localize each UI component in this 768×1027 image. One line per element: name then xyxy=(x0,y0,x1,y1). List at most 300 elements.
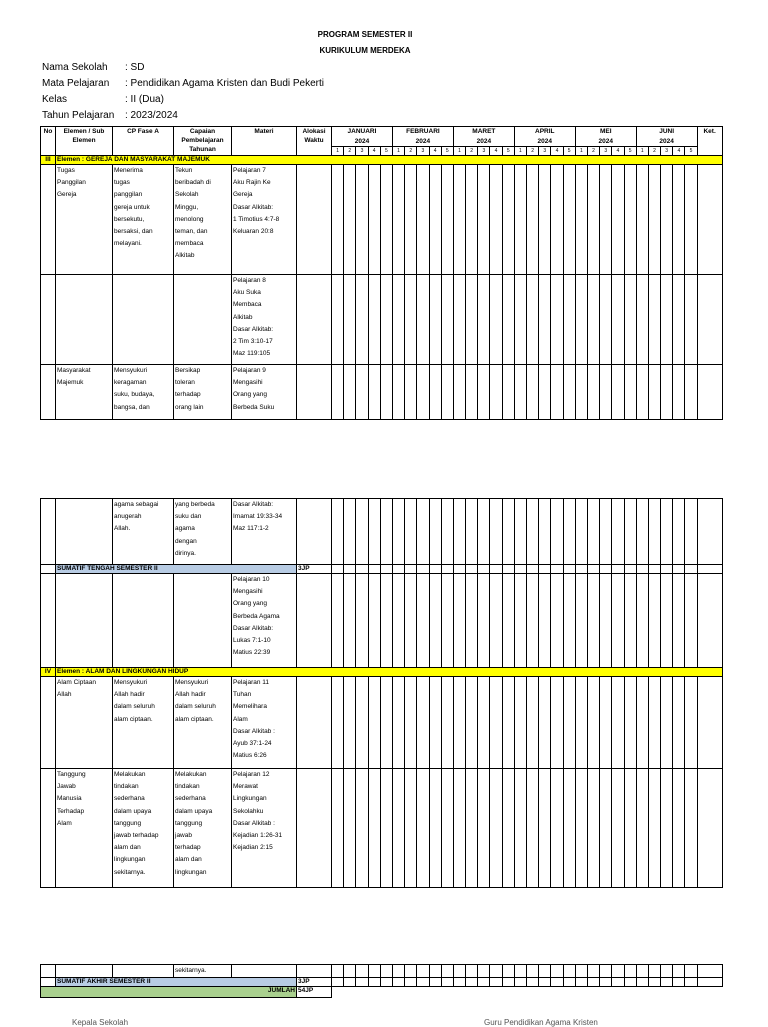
week-cell xyxy=(624,677,636,769)
week-cell xyxy=(648,769,660,888)
week-cell xyxy=(332,769,344,888)
week-cell xyxy=(392,769,404,888)
page-subtitle: KURIKULUM MERDEKA xyxy=(319,46,411,55)
week-cell xyxy=(600,499,612,565)
week-cell xyxy=(429,978,441,987)
week-cell xyxy=(344,769,356,888)
week-cell xyxy=(502,165,514,275)
week-cell xyxy=(490,978,502,987)
week-cell xyxy=(685,965,697,978)
week-cell xyxy=(405,275,417,365)
month-name: JANUARI xyxy=(332,127,393,137)
week-cell xyxy=(405,499,417,565)
week-cell xyxy=(502,769,514,888)
week-cell xyxy=(502,365,514,420)
week-cell xyxy=(332,165,344,275)
table-row xyxy=(41,965,723,978)
week-cell xyxy=(502,565,514,574)
week-cell xyxy=(612,965,624,978)
week-cell xyxy=(478,677,490,769)
elemen-cell xyxy=(56,965,113,978)
week-cell xyxy=(661,677,673,769)
week-cell xyxy=(453,565,465,574)
col-ket: Ket. xyxy=(697,127,722,156)
week-cell xyxy=(441,365,453,420)
week-cell xyxy=(673,365,685,420)
week-cell xyxy=(417,769,429,888)
week-cell xyxy=(661,499,673,565)
week-cell xyxy=(551,965,563,978)
week-cell xyxy=(417,574,429,668)
week-cell xyxy=(636,275,648,365)
section-row xyxy=(41,156,723,165)
week-cell xyxy=(466,677,478,769)
week-cell xyxy=(624,165,636,275)
week-cell xyxy=(612,565,624,574)
week-cell xyxy=(380,574,392,668)
week-number: 2 xyxy=(405,147,417,156)
week-cell xyxy=(587,677,599,769)
week-number: 4 xyxy=(490,147,502,156)
week-cell xyxy=(563,677,575,769)
week-cell xyxy=(478,165,490,275)
week-cell xyxy=(502,677,514,769)
alokasi-cell xyxy=(297,574,332,668)
week-cell xyxy=(539,365,551,420)
week-cell xyxy=(380,965,392,978)
week-cell xyxy=(563,499,575,565)
week-cell xyxy=(648,275,660,365)
week-cell xyxy=(514,565,526,574)
ket-cell xyxy=(697,565,722,574)
signature-right-label: Guru Pendidikan Agama Kristen xyxy=(484,1018,598,1027)
week-cell xyxy=(575,677,587,769)
week-cell xyxy=(514,499,526,565)
week-cell xyxy=(405,769,417,888)
table-row xyxy=(41,165,723,275)
no-cell xyxy=(41,275,56,365)
week-cell xyxy=(636,677,648,769)
week-cell xyxy=(587,978,599,987)
month-year: 2024 xyxy=(636,137,697,147)
week-cell xyxy=(612,769,624,888)
month-name: MARET xyxy=(453,127,514,137)
week-cell xyxy=(368,574,380,668)
info-value: : Pendidikan Agama Kristen dan Budi Pekerti xyxy=(125,78,325,89)
week-cell xyxy=(490,565,502,574)
week-number: 1 xyxy=(636,147,648,156)
week-cell xyxy=(405,965,417,978)
month-year: 2024 xyxy=(392,137,453,147)
week-cell xyxy=(441,565,453,574)
info-value: : SD xyxy=(125,62,145,73)
info-label: Nama Sekolah xyxy=(42,62,108,73)
capaian-cell: Tekun beribadah di Sekolah Minggu, menolong teman, dan membaca Alkitab xyxy=(174,165,232,275)
week-cell xyxy=(563,165,575,275)
week-cell xyxy=(429,365,441,420)
no-cell xyxy=(41,499,56,565)
week-cell xyxy=(441,574,453,668)
week-cell xyxy=(587,574,599,668)
week-cell xyxy=(368,275,380,365)
week-cell xyxy=(344,965,356,978)
week-cell xyxy=(332,565,344,574)
week-cell xyxy=(514,677,526,769)
week-cell xyxy=(478,574,490,668)
week-cell xyxy=(563,565,575,574)
week-number: 5 xyxy=(685,147,697,156)
week-cell xyxy=(539,165,551,275)
no-cell xyxy=(41,365,56,420)
week-cell xyxy=(344,978,356,987)
col-capaian: Capaian Pembelajaran Tahunan xyxy=(174,127,232,156)
week-cell xyxy=(417,499,429,565)
col-materi: Materi xyxy=(232,127,297,156)
week-cell xyxy=(612,365,624,420)
section-row xyxy=(41,668,723,677)
ket-cell xyxy=(697,677,722,769)
week-cell xyxy=(551,365,563,420)
week-cell xyxy=(332,574,344,668)
week-cell xyxy=(356,769,368,888)
program-table-page-1 xyxy=(40,126,723,420)
month-year: 2024 xyxy=(514,137,575,147)
week-cell xyxy=(502,965,514,978)
alokasi-cell xyxy=(297,499,332,565)
week-cell xyxy=(648,574,660,668)
week-cell xyxy=(563,965,575,978)
week-cell xyxy=(575,565,587,574)
week-cell xyxy=(685,769,697,888)
week-cell xyxy=(441,275,453,365)
week-cell xyxy=(356,574,368,668)
week-cell xyxy=(429,965,441,978)
week-cell xyxy=(685,499,697,565)
alokasi-cell xyxy=(297,677,332,769)
week-cell xyxy=(466,165,478,275)
elemen-cell xyxy=(56,275,113,365)
month-name: FEBRUARI xyxy=(392,127,453,137)
week-cell xyxy=(551,565,563,574)
week-cell xyxy=(587,365,599,420)
week-cell xyxy=(344,275,356,365)
week-cell xyxy=(405,574,417,668)
week-cell xyxy=(685,574,697,668)
week-cell xyxy=(368,165,380,275)
week-cell xyxy=(624,965,636,978)
info-label: Kelas xyxy=(42,94,68,105)
week-cell xyxy=(429,677,441,769)
week-number: 1 xyxy=(514,147,526,156)
week-number: 5 xyxy=(624,147,636,156)
week-cell xyxy=(673,677,685,769)
week-cell xyxy=(514,978,526,987)
week-cell xyxy=(514,769,526,888)
cp-cell: Mensyukuri Allah hadir dalam seluruh alam ciptaan. xyxy=(113,677,174,769)
cp-cell: Melakukan tindakan sederhana dalam upaya tanggung jawab terhadap alam dan lingkungan sekitarnya. xyxy=(113,769,174,888)
no-cell xyxy=(41,965,56,978)
materi-cell: Pelajaran 12 Merawat Lingkungan Sekolahku Dasar Alkitab : Kejadian 1:26-31 Kejadian 2:15 xyxy=(232,769,297,888)
week-cell xyxy=(551,499,563,565)
week-cell xyxy=(453,978,465,987)
table-row xyxy=(41,499,723,565)
week-cell xyxy=(539,275,551,365)
week-cell xyxy=(405,978,417,987)
week-number: 1 xyxy=(332,147,344,156)
week-cell xyxy=(368,365,380,420)
week-cell xyxy=(612,165,624,275)
week-cell xyxy=(661,978,673,987)
ket-cell xyxy=(697,275,722,365)
week-cell xyxy=(527,769,539,888)
info-label: Tahun Pelajaran xyxy=(42,110,115,121)
ket-cell xyxy=(697,365,722,420)
materi-cell: Pelajaran 9 Mengasihi Orang yang Berbeda Suku xyxy=(232,365,297,420)
week-number: 1 xyxy=(453,147,465,156)
week-cell xyxy=(490,275,502,365)
week-cell xyxy=(490,769,502,888)
week-cell xyxy=(356,978,368,987)
col-elemen: Elemen / Sub Elemen xyxy=(56,127,113,156)
info-line xyxy=(42,94,164,105)
cp-cell xyxy=(113,574,174,668)
week-cell xyxy=(466,499,478,565)
week-cell xyxy=(563,365,575,420)
week-cell xyxy=(539,769,551,888)
week-cell xyxy=(332,978,344,987)
week-cell xyxy=(478,769,490,888)
week-cell xyxy=(563,275,575,365)
week-cell xyxy=(636,769,648,888)
ket-cell xyxy=(697,978,722,987)
sumatif-row xyxy=(41,978,723,987)
alokasi-cell xyxy=(297,365,332,420)
week-cell xyxy=(563,769,575,888)
cp-cell xyxy=(113,275,174,365)
week-cell xyxy=(502,978,514,987)
week-cell xyxy=(514,365,526,420)
week-cell xyxy=(344,365,356,420)
signature-left-label: Kepala Sekolah xyxy=(72,1018,129,1027)
week-cell xyxy=(356,677,368,769)
week-cell xyxy=(466,978,478,987)
week-cell xyxy=(429,574,441,668)
week-cell xyxy=(392,565,404,574)
week-number: 1 xyxy=(392,147,404,156)
week-cell xyxy=(527,365,539,420)
week-cell xyxy=(673,769,685,888)
week-cell xyxy=(612,978,624,987)
month-year: 2024 xyxy=(575,137,636,147)
week-cell xyxy=(612,677,624,769)
week-cell xyxy=(392,165,404,275)
week-cell xyxy=(344,574,356,668)
week-cell xyxy=(478,978,490,987)
week-cell xyxy=(392,978,404,987)
week-cell xyxy=(392,365,404,420)
week-cell xyxy=(648,165,660,275)
week-cell xyxy=(527,275,539,365)
week-cell xyxy=(685,978,697,987)
week-cell xyxy=(478,965,490,978)
week-cell xyxy=(344,565,356,574)
week-number: 4 xyxy=(429,147,441,156)
week-cell xyxy=(551,769,563,888)
week-cell xyxy=(453,769,465,888)
week-cell xyxy=(661,165,673,275)
week-cell xyxy=(453,275,465,365)
cp-cell: Menerima tugas panggilan gereja untuk bersekutu, bersaksi, dan melayani. xyxy=(113,165,174,275)
program-table-page-2 xyxy=(40,498,723,888)
week-cell xyxy=(502,499,514,565)
table-row xyxy=(41,365,723,420)
week-number: 5 xyxy=(441,147,453,156)
week-number: 2 xyxy=(587,147,599,156)
week-cell xyxy=(575,275,587,365)
week-cell xyxy=(453,499,465,565)
week-cell xyxy=(575,499,587,565)
week-cell xyxy=(441,965,453,978)
section-no: III xyxy=(41,156,56,165)
week-cell xyxy=(392,275,404,365)
week-cell xyxy=(380,677,392,769)
week-number: 3 xyxy=(417,147,429,156)
week-cell xyxy=(466,965,478,978)
week-cell xyxy=(417,677,429,769)
week-cell xyxy=(356,965,368,978)
week-cell xyxy=(527,165,539,275)
week-cell xyxy=(429,769,441,888)
week-cell xyxy=(527,499,539,565)
week-cell xyxy=(441,769,453,888)
week-cell xyxy=(514,965,526,978)
week-cell xyxy=(478,275,490,365)
week-cell xyxy=(673,499,685,565)
week-cell xyxy=(575,978,587,987)
alokasi-cell xyxy=(297,165,332,275)
sumatif-row xyxy=(41,565,723,574)
week-cell xyxy=(332,275,344,365)
program-table-page-3 xyxy=(40,964,723,998)
week-cell xyxy=(587,499,599,565)
elemen-cell: Masyarakat Majemuk xyxy=(56,365,113,420)
week-cell xyxy=(539,978,551,987)
week-cell xyxy=(453,165,465,275)
week-cell xyxy=(636,165,648,275)
sumatif-jp: 3JP xyxy=(297,978,332,987)
week-cell xyxy=(344,499,356,565)
week-cell xyxy=(636,565,648,574)
week-cell xyxy=(478,499,490,565)
month-name: MEI xyxy=(575,127,636,137)
week-cell xyxy=(368,677,380,769)
capaian-cell: Bersikap toleran terhadap orang lain xyxy=(174,365,232,420)
table-row xyxy=(41,677,723,769)
month-name: JUNI xyxy=(636,127,697,137)
week-cell xyxy=(453,365,465,420)
ket-cell xyxy=(697,499,722,565)
info-value: : II (Dua) xyxy=(125,94,164,105)
week-cell xyxy=(368,769,380,888)
week-cell xyxy=(429,565,441,574)
alokasi-cell xyxy=(297,965,332,978)
week-cell xyxy=(490,365,502,420)
week-cell xyxy=(636,965,648,978)
week-cell xyxy=(636,574,648,668)
week-cell xyxy=(392,499,404,565)
week-cell xyxy=(661,275,673,365)
week-cell xyxy=(478,365,490,420)
week-cell xyxy=(648,565,660,574)
capaian-cell xyxy=(174,574,232,668)
elemen-cell: Tanggung Jawab Manusia Terhadap Alam xyxy=(56,769,113,888)
week-number: 5 xyxy=(502,147,514,156)
elemen-cell xyxy=(56,574,113,668)
week-number: 2 xyxy=(527,147,539,156)
week-cell xyxy=(587,165,599,275)
week-cell xyxy=(563,574,575,668)
week-cell xyxy=(551,978,563,987)
sumatif-label: SUMATIF TENGAH SEMESTER II xyxy=(56,565,297,574)
week-cell xyxy=(539,574,551,668)
capaian-cell: Mensyukuri Allah hadir dalam seluruh alam ciptaan. xyxy=(174,677,232,769)
week-cell xyxy=(636,978,648,987)
week-cell xyxy=(514,275,526,365)
week-cell xyxy=(575,769,587,888)
week-number: 1 xyxy=(575,147,587,156)
week-cell xyxy=(392,677,404,769)
week-number: 4 xyxy=(368,147,380,156)
week-cell xyxy=(612,499,624,565)
week-cell xyxy=(392,965,404,978)
ket-cell xyxy=(697,965,722,978)
week-cell xyxy=(405,165,417,275)
week-cell xyxy=(661,574,673,668)
week-cell xyxy=(587,769,599,888)
week-cell xyxy=(380,769,392,888)
week-cell xyxy=(466,769,478,888)
week-cell xyxy=(429,499,441,565)
week-number: 4 xyxy=(673,147,685,156)
week-cell xyxy=(405,677,417,769)
week-cell xyxy=(648,978,660,987)
week-cell xyxy=(417,565,429,574)
week-number: 4 xyxy=(612,147,624,156)
elemen-cell xyxy=(56,499,113,565)
capaian-cell xyxy=(174,275,232,365)
week-cell xyxy=(368,565,380,574)
week-cell xyxy=(405,365,417,420)
week-cell xyxy=(551,574,563,668)
week-cell xyxy=(600,769,612,888)
week-cell xyxy=(466,565,478,574)
info-value: : 2023/2024 xyxy=(125,110,178,121)
week-cell xyxy=(685,365,697,420)
materi-cell: Pelajaran 7 Aku Rajin Ke Gereja Dasar Alkitab: 1 Timotius 4:7-8 Keluaran 20:8 xyxy=(232,165,297,275)
cp-cell: Mensyukuri keragaman suku, budaya, bangsa, dan xyxy=(113,365,174,420)
week-cell xyxy=(600,165,612,275)
week-cell xyxy=(344,677,356,769)
week-cell xyxy=(502,275,514,365)
week-cell xyxy=(478,565,490,574)
week-cell xyxy=(673,165,685,275)
jumlah-row xyxy=(41,987,723,998)
week-cell xyxy=(648,965,660,978)
week-cell xyxy=(417,978,429,987)
week-cell xyxy=(661,769,673,888)
week-cell xyxy=(661,565,673,574)
week-cell xyxy=(490,499,502,565)
